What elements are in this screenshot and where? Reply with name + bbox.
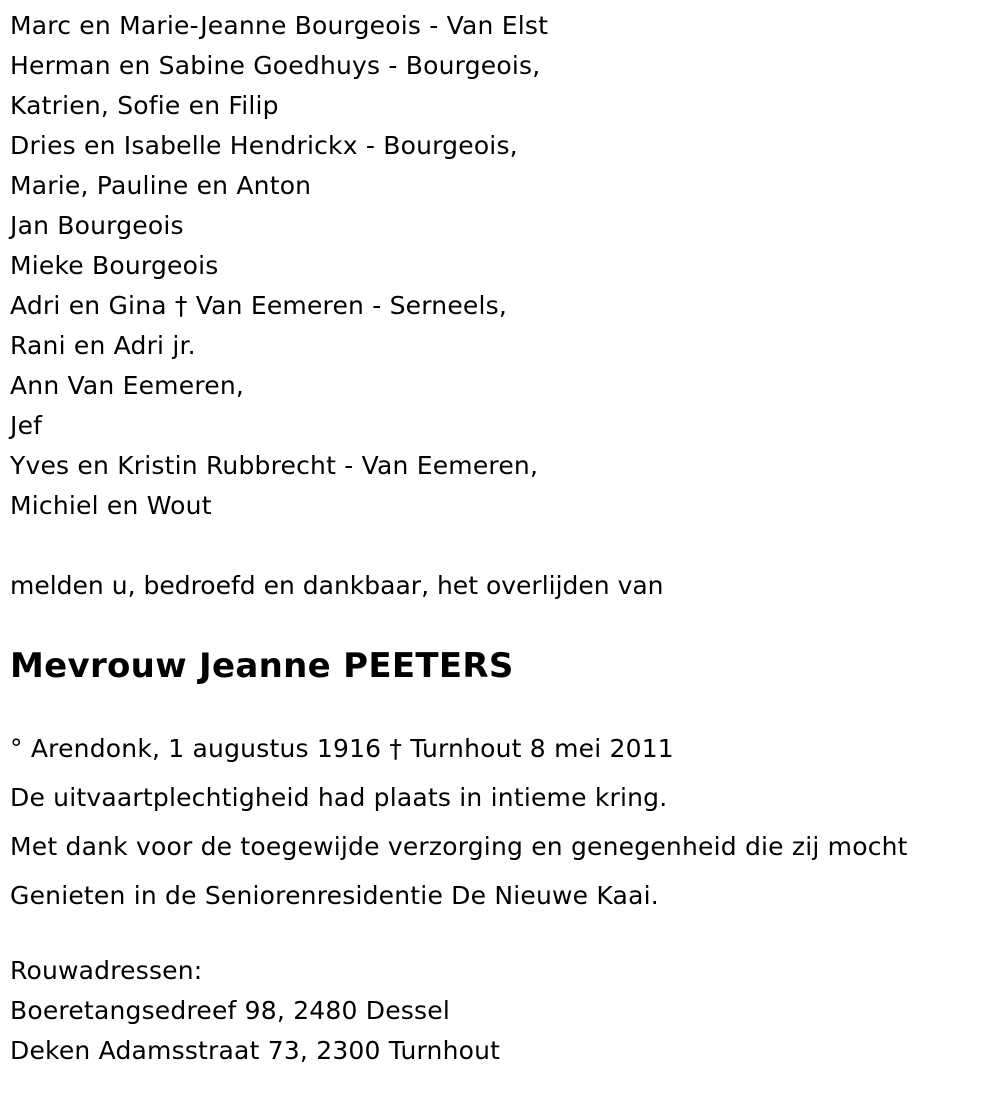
family-line: Michiel en Wout <box>10 491 212 520</box>
family-line: Rani en Adri jr. <box>10 331 196 360</box>
family-line: Jef <box>10 411 43 440</box>
family-line: Katrien, Sofie en Filip <box>10 91 279 120</box>
details-block <box>10 724 990 920</box>
address-line: Boeretangsedreef 98, 2480 Dessel <box>10 996 450 1025</box>
family-line: Dries en Isabelle Hendrickx - Bourgeois, <box>10 131 518 160</box>
family-line: Marc en Marie-Jeanne Bourgeois - Van Elst <box>10 11 549 40</box>
address-line: Deken Adamsstraat 73, 2300 Turnhout <box>10 1036 501 1065</box>
family-line: Adri en Gina † Van Eemeren - Serneels, <box>10 291 508 320</box>
condolence-addresses <box>10 951 990 1071</box>
funeral-note: De uitvaartplechtigheid had plaats in intieme kring. <box>10 783 668 812</box>
announcement-intro: melden u, bedroefd en dankbaar, het overlijden van <box>10 571 664 600</box>
family-line: Marie, Pauline en Anton <box>10 171 312 200</box>
thanks-line-1: Met dank voor de toegewijde verzorging en genegenheid die zij mocht <box>10 832 908 861</box>
family-line: Herman en Sabine Goedhuys - Bourgeois, <box>10 51 541 80</box>
family-list <box>10 6 990 526</box>
family-line: Mieke Bourgeois <box>10 251 219 280</box>
thanks-line-2: Genieten in de Seniorenresidentie De Nieuwe Kaai. <box>10 881 659 910</box>
family-line: Jan Bourgeois <box>10 211 184 240</box>
birth-death-dates: ° Arendonk, 1 augustus 1916 † Turnhout 8 mei 2011 <box>10 734 674 763</box>
family-line: Yves en Kristin Rubbrecht - Van Eemeren, <box>10 451 539 480</box>
addresses-heading: Rouwadressen: <box>10 956 203 985</box>
spacer <box>10 526 990 566</box>
family-line: Ann Van Eemeren, <box>10 371 245 400</box>
deceased-name: Mevrouw Jeanne PEETERS <box>10 646 514 686</box>
obituary-notice <box>10 6 990 1071</box>
